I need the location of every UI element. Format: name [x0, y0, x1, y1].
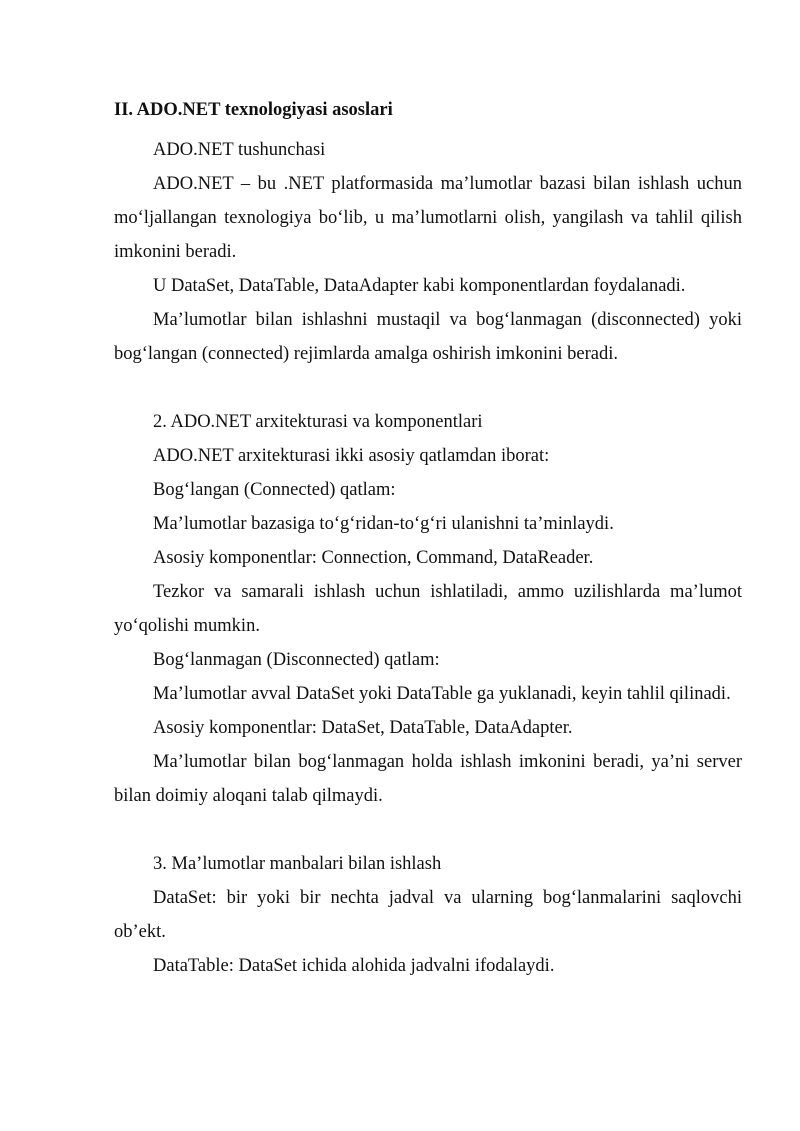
- spacer: [114, 371, 742, 405]
- section3-paragraph-2: DataTable: DataSet ichida alohida jadvalni ifodalaydi.: [153, 956, 555, 976]
- section2-paragraph-4: Asosiy komponentlar: Connection, Command, DataReader.: [153, 548, 594, 568]
- section3-title: 3. Ma’lumotlar manbalari bilan ishlash: [153, 854, 442, 874]
- document-page: [114, 95, 742, 983]
- section2-paragraph-9: Ma’lumotlar bilan bog‘lanmagan holda ishlash imkonini beradi, ya’ni server bilan doimiy aloqani talab qilmaydi.: [114, 752, 742, 806]
- section1-paragraph-2: U DataSet, DataTable, DataAdapter kabi komponentlardan foydalanadi.: [153, 276, 686, 296]
- section1-title: ADO.NET tushunchasi: [153, 140, 326, 160]
- section2-paragraph-6: Bog‘lanmagan (Disconnected) qatlam:: [153, 650, 440, 670]
- section3-paragraph-1: DataSet: bir yoki bir nechta jadval va ularning bog‘lanmalarini saqlovchi ob’ekt.: [114, 888, 742, 942]
- document-heading: II. ADO.NET texnologiyasi asoslari: [114, 100, 393, 120]
- section2-paragraph-5: Tezkor va samarali ishlash uchun ishlatiladi, ammo uzilishlarda ma’lumot yo‘qolishi mumkin.: [114, 582, 742, 636]
- section1-paragraph-3: Ma’lumotlar bilan ishlashni mustaqil va bog‘lanmagan (disconnected) yoki bog‘langan (connected) rejimlarda amalga oshirish imkonini beradi.: [114, 310, 742, 364]
- spacer: [114, 813, 742, 847]
- section1-paragraph-1: ADO.NET – bu .NET platformasida ma’lumotlar bazasi bilan ishlash uchun mo‘ljallangan texnologiya bo‘lib, u ma’lumotlarni olish, yangilash va tahlil qilish imkonini beradi.: [114, 174, 742, 262]
- section2-paragraph-3: Ma’lumotlar bazasiga to‘g‘ridan-to‘g‘ri ulanishni ta’minlaydi.: [153, 514, 614, 534]
- section2-title: 2. ADO.NET arxitekturasi va komponentlari: [153, 412, 483, 432]
- section2-paragraph-2: Bog‘langan (Connected) qatlam:: [153, 480, 396, 500]
- section2-paragraph-7: Ma’lumotlar avval DataSet yoki DataTable ga yuklanadi, keyin tahlil qilinadi.: [153, 684, 731, 704]
- section2-paragraph-8: Asosiy komponentlar: DataSet, DataTable, DataAdapter.: [153, 718, 573, 738]
- section2-paragraph-1: ADO.NET arxitekturasi ikki asosiy qatlamdan iborat:: [153, 446, 550, 466]
